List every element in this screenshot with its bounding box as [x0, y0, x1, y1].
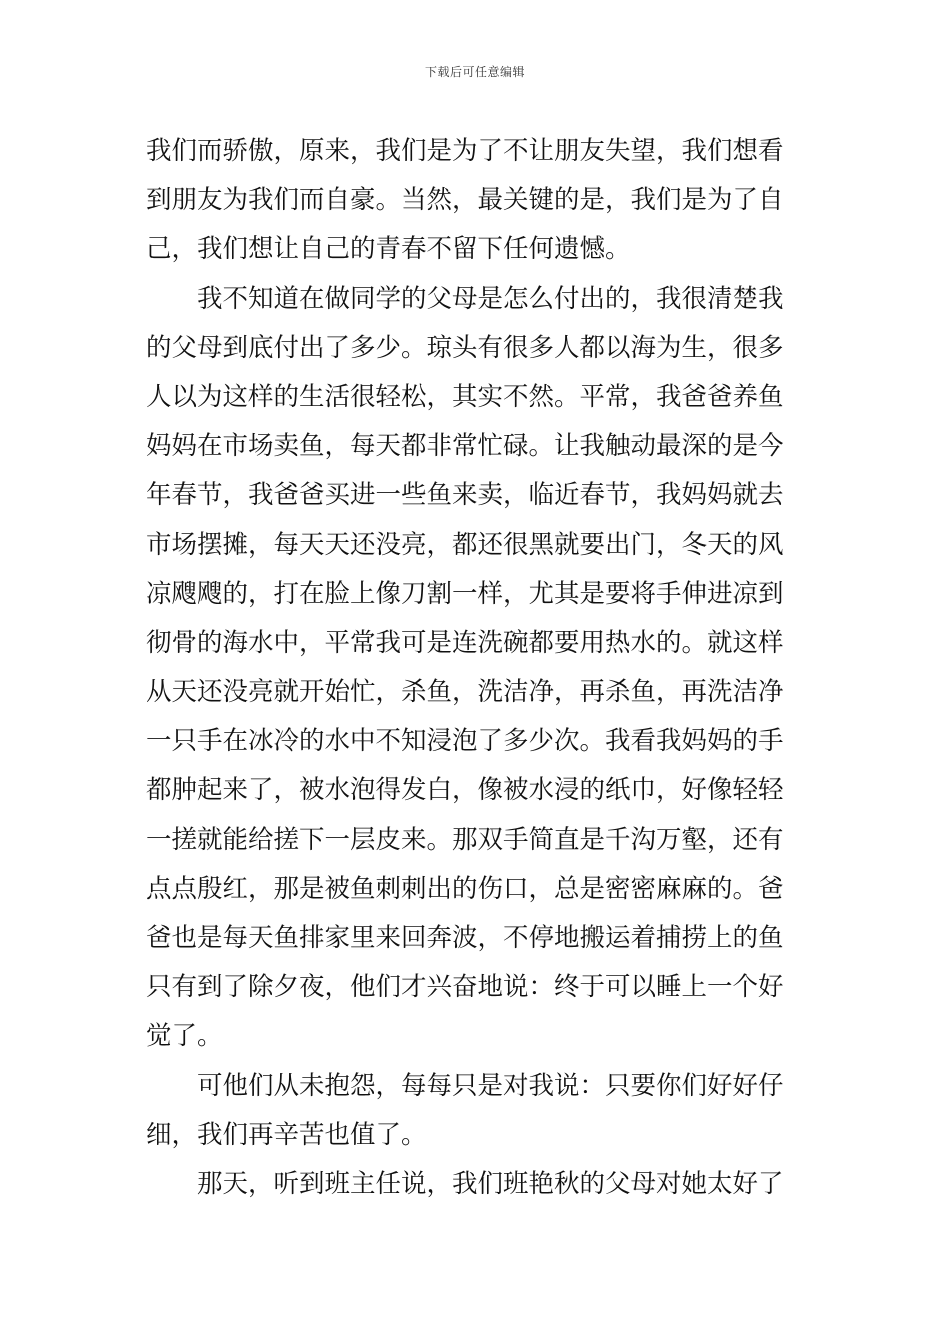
text-line: 一搓就能给搓下一层皮来。那双手简直是千沟万壑，还有 — [146, 824, 784, 855]
text-line: 我们而骄傲，原来，我们是为了不让朋友失望，我们想看 — [146, 136, 784, 166]
text-line: 细，我们再辛苦也值了。 — [146, 1119, 427, 1150]
text-line: 都肿起来了，被水泡得发白，像被水浸的纸巾，好像轻轻 — [146, 775, 784, 806]
paragraph-first-line: 那天，听到班主任说，我们班艳秋的父母对她太好了 — [197, 1168, 784, 1199]
text-line: 的父母到底付出了多少。琼头有很多人都以海为生，很多 — [146, 332, 784, 363]
paragraph-first-line: 可他们从未抱怨，每每只是对我说：只要你们好好仔 — [197, 1070, 784, 1101]
text-line: 人以为这样的生活很轻松，其实不然。平常，我爸爸养鱼 — [146, 381, 784, 412]
page-header: 下载后可任意编辑 — [424, 65, 525, 79]
text-line: 从天还没亮就开始忙，杀鱼，洗洁净，再杀鱼，再洗洁净 — [146, 677, 784, 708]
text-line: 爸也是每天鱼排家里来回奔波，不停地搬运着捕捞上的鱼 — [146, 923, 784, 953]
text-line: 点点殷红，那是被鱼刺刺出的伤口，总是密密麻麻的。爸 — [146, 873, 784, 904]
text-line: 彻骨的海水中，平常我可是连洗碗都要用热水的。就这样 — [146, 627, 784, 658]
text-line: 己，我们想让自己的青春不留下任何遗憾。 — [146, 234, 631, 265]
text-line: 年春节，我爸爸买进一些鱼来卖，临近春节，我妈妈就去 — [146, 480, 784, 511]
document-body — [146, 127, 818, 1209]
text-line: 觉了。 — [146, 1021, 223, 1052]
text-line: 市场摆摊，每天天还没亮，都还很黑就要出门，冬天的风 — [146, 529, 784, 560]
text-line: 一只手在冰冷的水中不知浸泡了多少次。我看我妈妈的手 — [146, 726, 784, 757]
paragraph-first-line: 我不知道在做同学的父母是怎么付出的，我很清楚我 — [197, 283, 784, 314]
text-line: 到朋友为我们而自豪。当然，最关键的是，我们是为了自 — [146, 185, 784, 216]
text-line: 凉飕飕的，打在脸上像刀割一样，尤其是要将手伸进凉到 — [146, 578, 784, 609]
text-line: 妈妈在市场卖鱼，每天都非常忙碌。让我触动最深的是今 — [146, 431, 784, 462]
text-line: 只有到了除夕夜，他们才兴奋地说：终于可以睡上一个好 — [146, 972, 784, 1003]
